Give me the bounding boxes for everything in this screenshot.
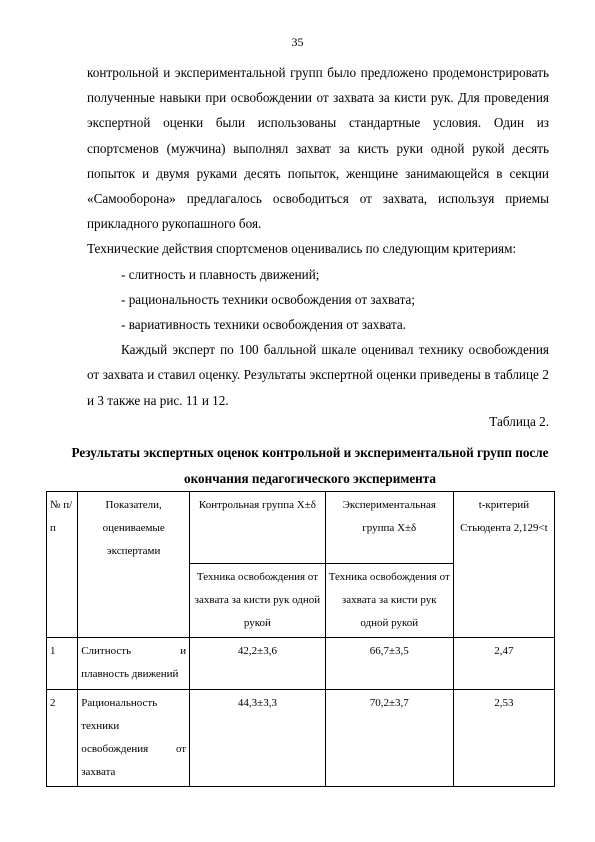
row-num: 1 xyxy=(47,638,78,690)
indicator-word: от xyxy=(175,743,187,755)
header-num: № п/п xyxy=(47,492,78,638)
table-header-row xyxy=(47,492,555,564)
indicator-line: плавность движений xyxy=(81,668,179,680)
indicator-word: Слитность xyxy=(81,645,132,657)
row-experimental-value: 70,2±3,7 xyxy=(325,690,453,787)
row-indicator xyxy=(78,690,190,787)
indicator-line: Рациональность xyxy=(81,697,158,709)
subheader-control: Техника освобождения от захвата за кисти рук одной рукой xyxy=(190,564,326,638)
criterion-item: - слитность и плавность движений; xyxy=(121,266,320,282)
row-control-value: 42,2±3,6 xyxy=(190,638,326,690)
header-experimental-group: Экспериментальная группа Х±δ xyxy=(325,492,453,564)
results-table xyxy=(46,491,555,787)
page-number: 35 xyxy=(291,35,304,49)
header-indicator: Показатели, оцениваемые экспертами xyxy=(78,492,190,638)
indicator-line: техники xyxy=(81,720,120,732)
paragraph-criteria-intro: Технические действия спортсменов оценивались по следующим критериям: xyxy=(87,241,517,257)
indicator-line: захвата xyxy=(81,766,116,778)
header-t-test: t-критерий Стьюдента 2,129<t xyxy=(453,492,554,638)
row-num: 2 xyxy=(47,690,78,787)
table-caption: Таблица 2. xyxy=(489,414,549,429)
paragraph-scoring: Каждый эксперт по 100 балльной шкале оценивал технику освобождения от захвата и ставил оценку. Результаты экспертной оценки приведены в таблице 2 и 3 также на рис. 11 и 12. xyxy=(87,342,549,408)
row-t-value: 2,53 xyxy=(453,690,554,787)
indicator-word: и xyxy=(180,645,187,657)
indicator-word: освобождения xyxy=(81,743,149,755)
row-t-value: 2,47 xyxy=(453,638,554,690)
subheader-experimental: Техника освобождения от захвата за кисти рук одной рукой xyxy=(325,564,453,638)
table-row xyxy=(47,638,555,690)
table-row xyxy=(47,690,555,787)
criterion-item: - рациональность техники освобождения от захвата; xyxy=(121,291,416,307)
paragraph-intro: контрольной и экспериментальной групп было предложено продемонстрировать полученные навыки при освобождении от захвата за кисти рук. Для проведения экспертной оценки были использованы стандартные условия. Один из спортсменов (мужчина) выполнял захват за кисть руки одной рукой десять попыток и двумя руками десять попыток, женщине занимающейся в секции «Самооборона» предлагалось освободиться от захвата, используя приемы прикладного рукопашного боя. xyxy=(87,65,549,232)
row-indicator xyxy=(78,638,190,690)
table-title: Результаты экспертных оценок контрольной и экспериментальной групп после окончания педагогического эксперимента xyxy=(71,445,549,486)
row-experimental-value: 66,7±3,5 xyxy=(325,638,453,690)
row-control-value: 44,3±3,3 xyxy=(190,690,326,787)
body-text xyxy=(87,60,549,413)
header-control-group: Контрольная группа Х±δ xyxy=(190,492,326,564)
criterion-item: - вариативность техники освобождения от захвата. xyxy=(121,317,407,333)
